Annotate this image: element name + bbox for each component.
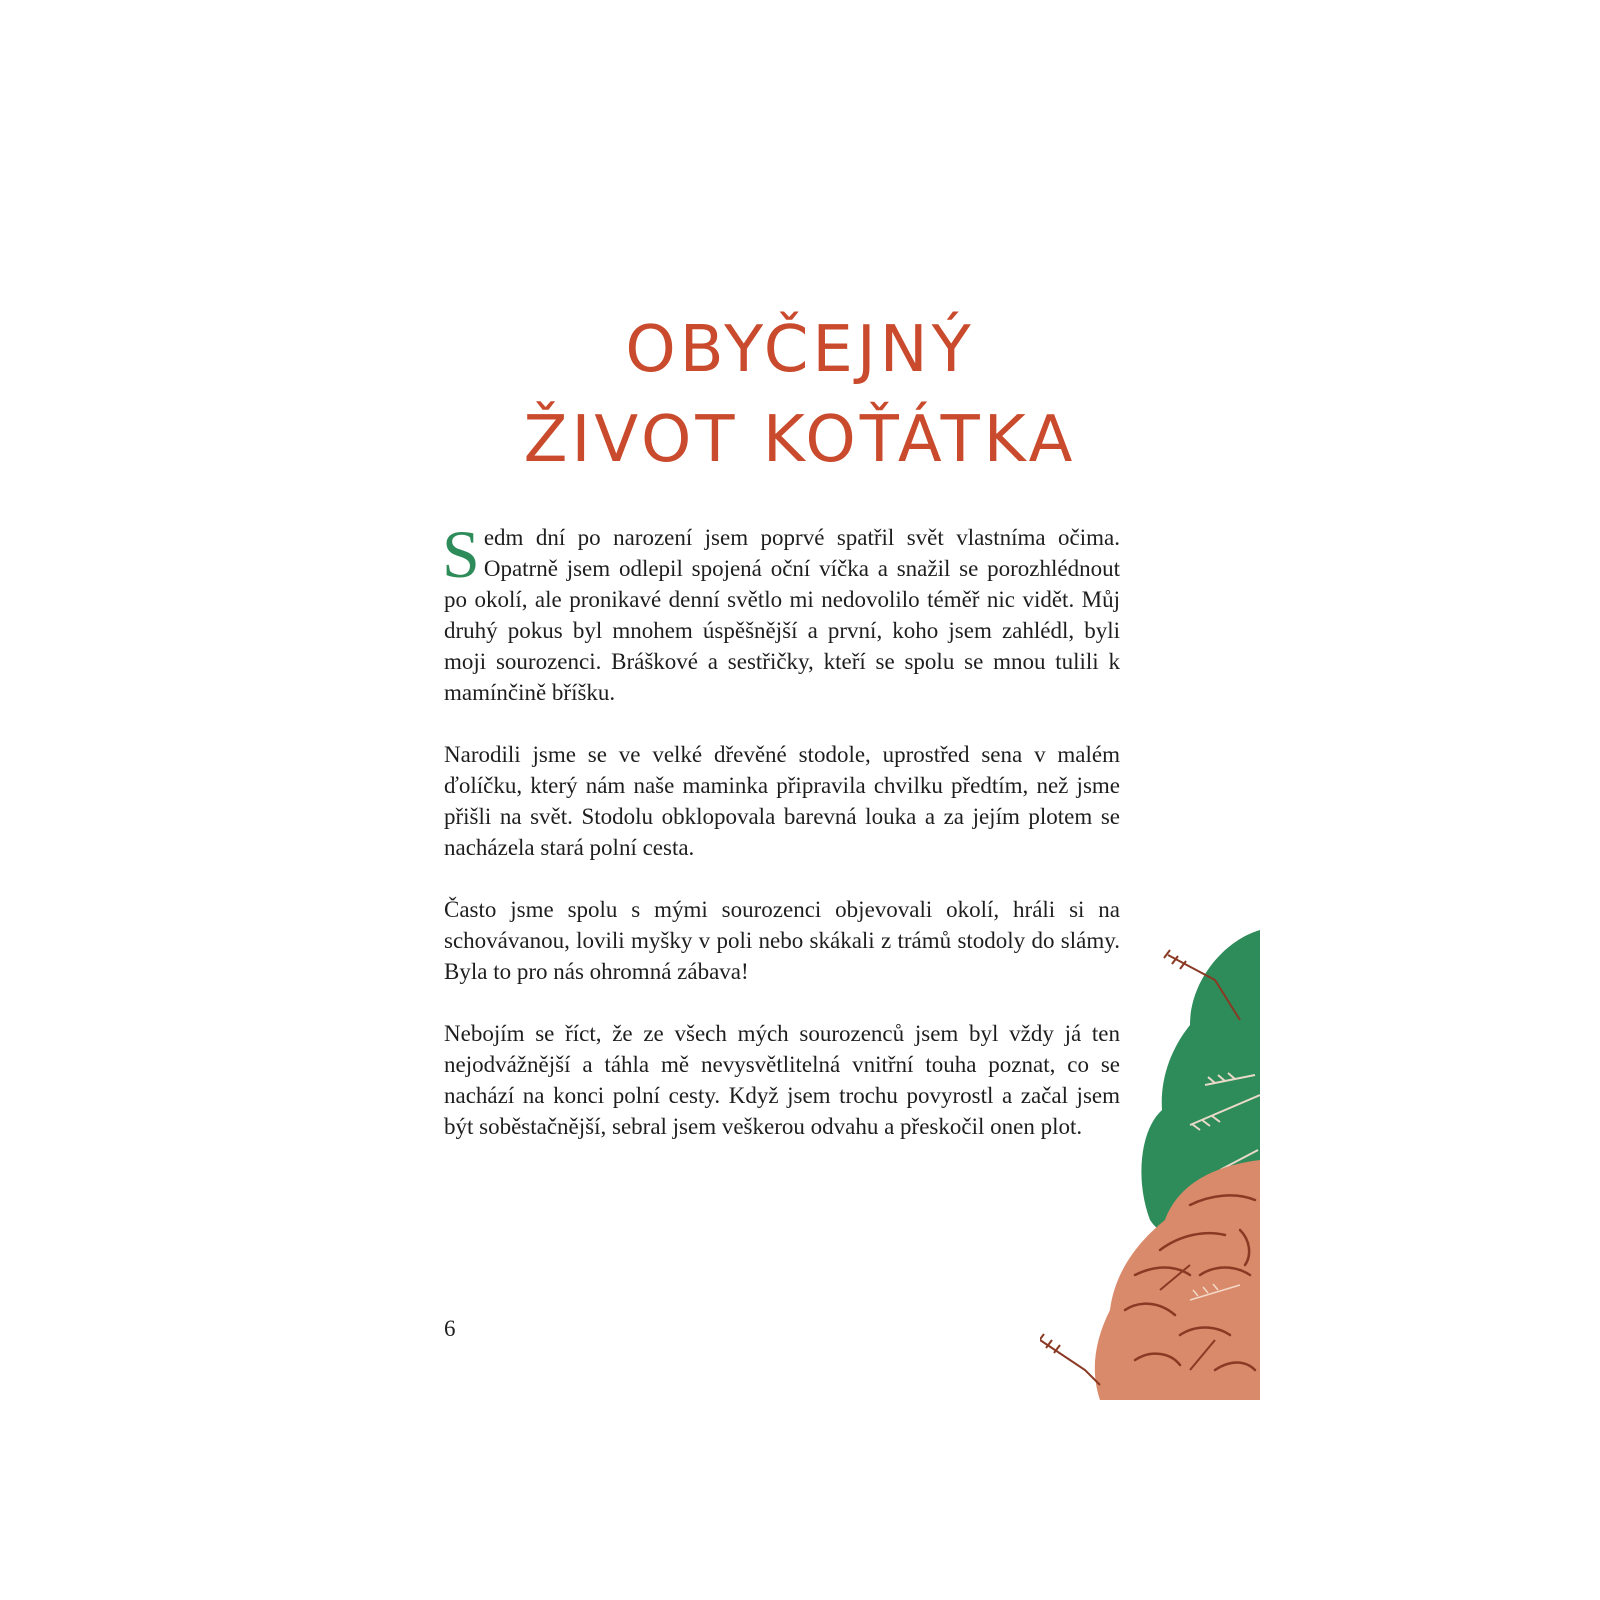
bush-and-haystack-illustration	[1040, 930, 1260, 1400]
paragraph-2: Narodili jsme se ve velké dřevěné stodole, uprostřed sena v malém ďolíčku, který nám naše maminka připravila chvilku předtím, než jsme přišli na svět. Stodolu obklopovala barevná louka a za jejím plotem se nacházela stará polní cesta.	[444, 742, 1120, 860]
paragraph-1	[442, 516, 1120, 708]
chapter-title-line-2: ŽIVOT KOŤÁTKA	[523, 403, 1077, 477]
chapter-body	[442, 516, 1120, 1173]
chapter-title-line-1: OBYČEJNÝ	[625, 313, 975, 387]
paragraph-3: Často jsme spolu s mými sourozenci objevovali okolí, hráli si na schovávanou, lovili myšky v poli nebo skákali z trámů stodoly do slámy. Byla to pro nás ohromná zábava!	[444, 897, 1120, 984]
paragraph-1-text: edm dní po narození jsem poprvé spatřil svět vlastníma očima. Opatrně jsem odlepil spojená oční víčka a snažil se porozhlédnout po okolí, ale pronikavé denní světlo mi nedovolilo téměř nic vidět. Můj druhý pokus byl mnohem úspěšnější a první, koho jsem zahlédl, byli moji sourozenci. Bráškové a sestřičky, kteří se spolu se mnou tulili k mamínčině bříšku.	[444, 525, 1120, 705]
page-number: 6	[444, 1316, 456, 1341]
paragraph-4: Nebojím se říct, že ze všech mých sourozenců jsem byl vždy já ten nejodvážnější a táhla mě nevysvětlitelná vnitřní touha poznat, co se nachází na konci polní cesty. Když jsem trochu povyrostl a začal jsem být soběstačnější, sebral jsem veškerou odvahu a přeskočil onen plot.	[444, 1021, 1120, 1139]
drop-cap: S	[442, 516, 480, 592]
